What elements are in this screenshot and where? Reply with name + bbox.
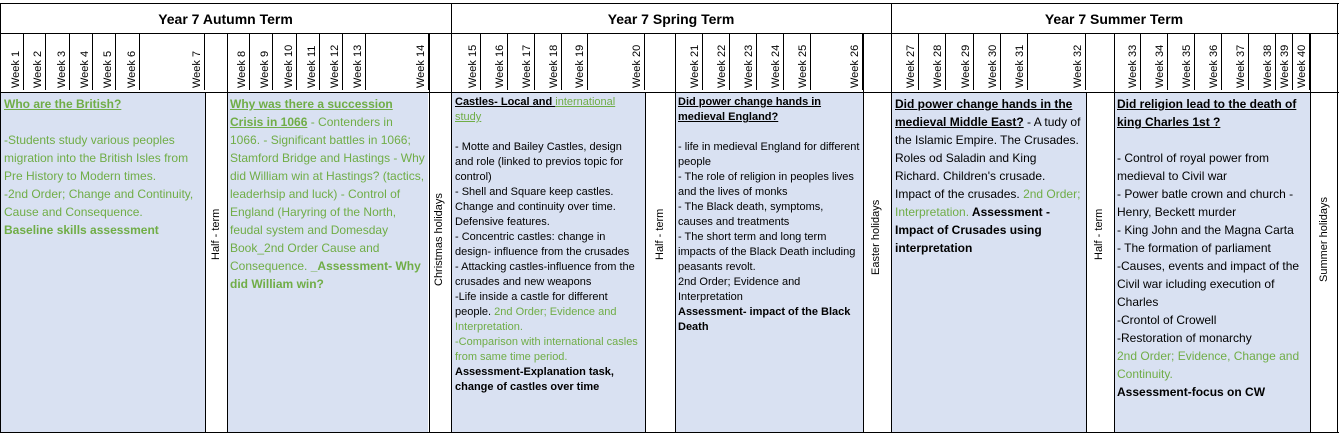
week-label: Week 2	[24, 34, 46, 90]
week-label: Week 8	[227, 34, 250, 90]
week-label: Week 6	[116, 34, 140, 90]
week-label: Week 9	[250, 34, 273, 90]
week-label: Week 25	[784, 34, 811, 90]
week-label: Week 32	[1028, 34, 1086, 90]
spring-term-header: Year 7 Spring Term	[607, 11, 735, 27]
unit-line: - A tudy of the Islamic Empire. The Crusades. Roles od Saladin and King Richard. Children's crusade. Impact of the crusades.	[895, 115, 1081, 201]
cell-border	[1114, 33, 1115, 433]
week-label: Week 21	[675, 34, 703, 90]
week-label: Week 5	[93, 34, 116, 90]
unit-title: Did power change hands in the medieval Middle East?	[895, 97, 1073, 129]
unit-title-green: international study	[455, 96, 616, 123]
week-label: Week 15	[452, 34, 481, 90]
unit-title: Why was there a succession Crisis in 1066	[230, 97, 393, 129]
unit-line: - Shell and Square keep castles. Change and continuity over time. Defensive features.	[455, 186, 616, 228]
week-label: Week 30	[974, 34, 1001, 90]
week-label: Week 33	[1114, 34, 1141, 90]
unit-line: - Concentric castles: change in design- influence from the crusades	[455, 231, 630, 258]
unit-assessment: Assessment-focus on CW	[1117, 385, 1266, 399]
unit-line: - Attacking castles-influence from the crusades and new weapons	[455, 261, 635, 288]
unit-castles	[452, 93, 645, 432]
week-label: Week 12	[320, 34, 343, 90]
unit-assessment: Assessment - Impact of Crusades using interpretation	[895, 205, 1050, 255]
unit-line-green: 2nd Order; Evidence and Interpretation.	[455, 306, 617, 333]
week-label: Week 36	[1195, 34, 1222, 90]
unit-line: -Comparison with international casles from same time period.	[455, 336, 638, 363]
cell-border	[863, 33, 864, 433]
unit-assessment: _Assessment- Why did William win?	[230, 259, 421, 291]
week-label: Week 19	[562, 34, 588, 90]
week-label: Week 3	[46, 34, 70, 90]
unit-assessment: Assessment- impact of the Black Death	[678, 306, 851, 333]
unit-line: - King John and the Magna Carta	[1117, 223, 1294, 237]
unit-line: - The short term and long term impacts of the Black Death including peasants revolt.	[678, 231, 856, 273]
cell-border	[645, 92, 646, 433]
week-label: Week 27	[892, 34, 919, 90]
week-label: Week 38	[1249, 34, 1276, 90]
unit-line: - Motte and Bailey Castles, design and role (linked to previos topic for control)	[455, 141, 624, 183]
autumn-term-header: Year 7 Autumn Term	[158, 11, 293, 27]
unit-succession-crisis	[227, 93, 428, 432]
cell-border	[1086, 92, 1087, 433]
unit-line-green: 2nd Order; Interpretation.	[895, 187, 1081, 219]
week-label: Week 31	[1001, 34, 1028, 90]
unit-line: 2nd Order; Evidence and Interpretation	[678, 276, 801, 303]
unit-who-are-the-british	[1, 93, 205, 432]
unit-assessment: Assessment-Explanation task, change of castles over time	[455, 366, 614, 393]
unit-assessment: Baseline skills assessment	[4, 223, 159, 237]
unit-line: - The role of religion in peoples lives and the lives of monks	[678, 171, 854, 198]
cell-border	[429, 33, 430, 433]
week-label: Week 1	[1, 34, 24, 90]
week-label: Week 34	[1141, 34, 1168, 90]
unit-line: - Control of royal power from medieval to Civil war	[1117, 151, 1270, 183]
week-label: Week 10	[273, 34, 297, 90]
unit-line: - The formation of parliament	[1117, 241, 1271, 255]
week-label: Week 4	[70, 34, 93, 90]
cell-border	[227, 33, 228, 433]
unit-line: - life in medieval England for different people	[678, 141, 860, 168]
cell-border	[205, 92, 206, 433]
week-label: Week 39	[1276, 34, 1293, 90]
unit-line: 2nd Order; Evidence, Change and Continuity.	[1117, 349, 1300, 381]
week-label: Week 18	[535, 34, 562, 90]
unit-line: -Causes, events and impact of the Civil war icluding execution of Charles	[1117, 259, 1300, 309]
week-label: Week 22	[703, 34, 730, 90]
week-label: Week 13	[343, 34, 366, 90]
unit-line: -Students study various peoples migration into the British Isles from Pre History to Modern times.	[4, 133, 189, 183]
unit-title: Did power change hands in medieval England?	[678, 96, 822, 123]
week-label: Week 11	[297, 34, 320, 90]
week-label: Week 7	[140, 34, 205, 90]
unit-title: Who are the British?	[4, 97, 122, 111]
cell-border	[675, 33, 676, 433]
week-label: Week 35	[1168, 34, 1195, 90]
unit-power-medieval-england	[675, 93, 863, 432]
unit-line: - Power batle crown and church - Henry, Beckett murder	[1117, 187, 1294, 219]
frame-bottom	[0, 432, 1339, 433]
week-label: Week 40	[1293, 34, 1310, 90]
unit-line: -Restoration of monarchy	[1117, 331, 1252, 345]
week-label: Week 26	[811, 34, 863, 90]
unit-power-middle-east	[892, 93, 1086, 432]
week-label: Week 16	[481, 34, 508, 90]
week-label: Week 37	[1222, 34, 1249, 90]
divider-right	[1337, 3, 1338, 433]
unit-line: - Contenders in 1066. - Significant battles in 1066; Stamford Bridge and Hastings - Why did William win at Hastings? (tactics, leaderhsip and luck) - Control of England (Haryring of the North, feudal system and Domesday Book_2nd Order Cause and Consequence.	[230, 115, 425, 273]
week-label: Week 28	[919, 34, 946, 90]
week-label: Week 29	[946, 34, 974, 90]
unit-religion-charles	[1114, 93, 1310, 432]
week-label: Week 17	[508, 34, 535, 90]
cell-border	[1310, 33, 1311, 433]
week-label: Week 24	[757, 34, 784, 90]
unit-line: -2nd Order; Change and Continuity, Cause and Consequence.	[4, 187, 194, 219]
unit-line: - The Black death, symptoms, causes and treatments	[678, 201, 824, 228]
unit-line: -Life inside a castle for different people.	[455, 291, 608, 318]
unit-line: -Crontol of Crowell	[1117, 313, 1217, 327]
unit-title: Castles- Local and	[455, 96, 556, 108]
summer-term-header: Year 7 Summer Term	[1044, 11, 1184, 27]
unit-title: Did religion lead to the death of king Charles 1st ?	[1117, 97, 1297, 129]
week-label: Week 23	[730, 34, 757, 90]
week-label: Week 20	[588, 34, 645, 90]
week-label: Week 14	[366, 34, 429, 90]
